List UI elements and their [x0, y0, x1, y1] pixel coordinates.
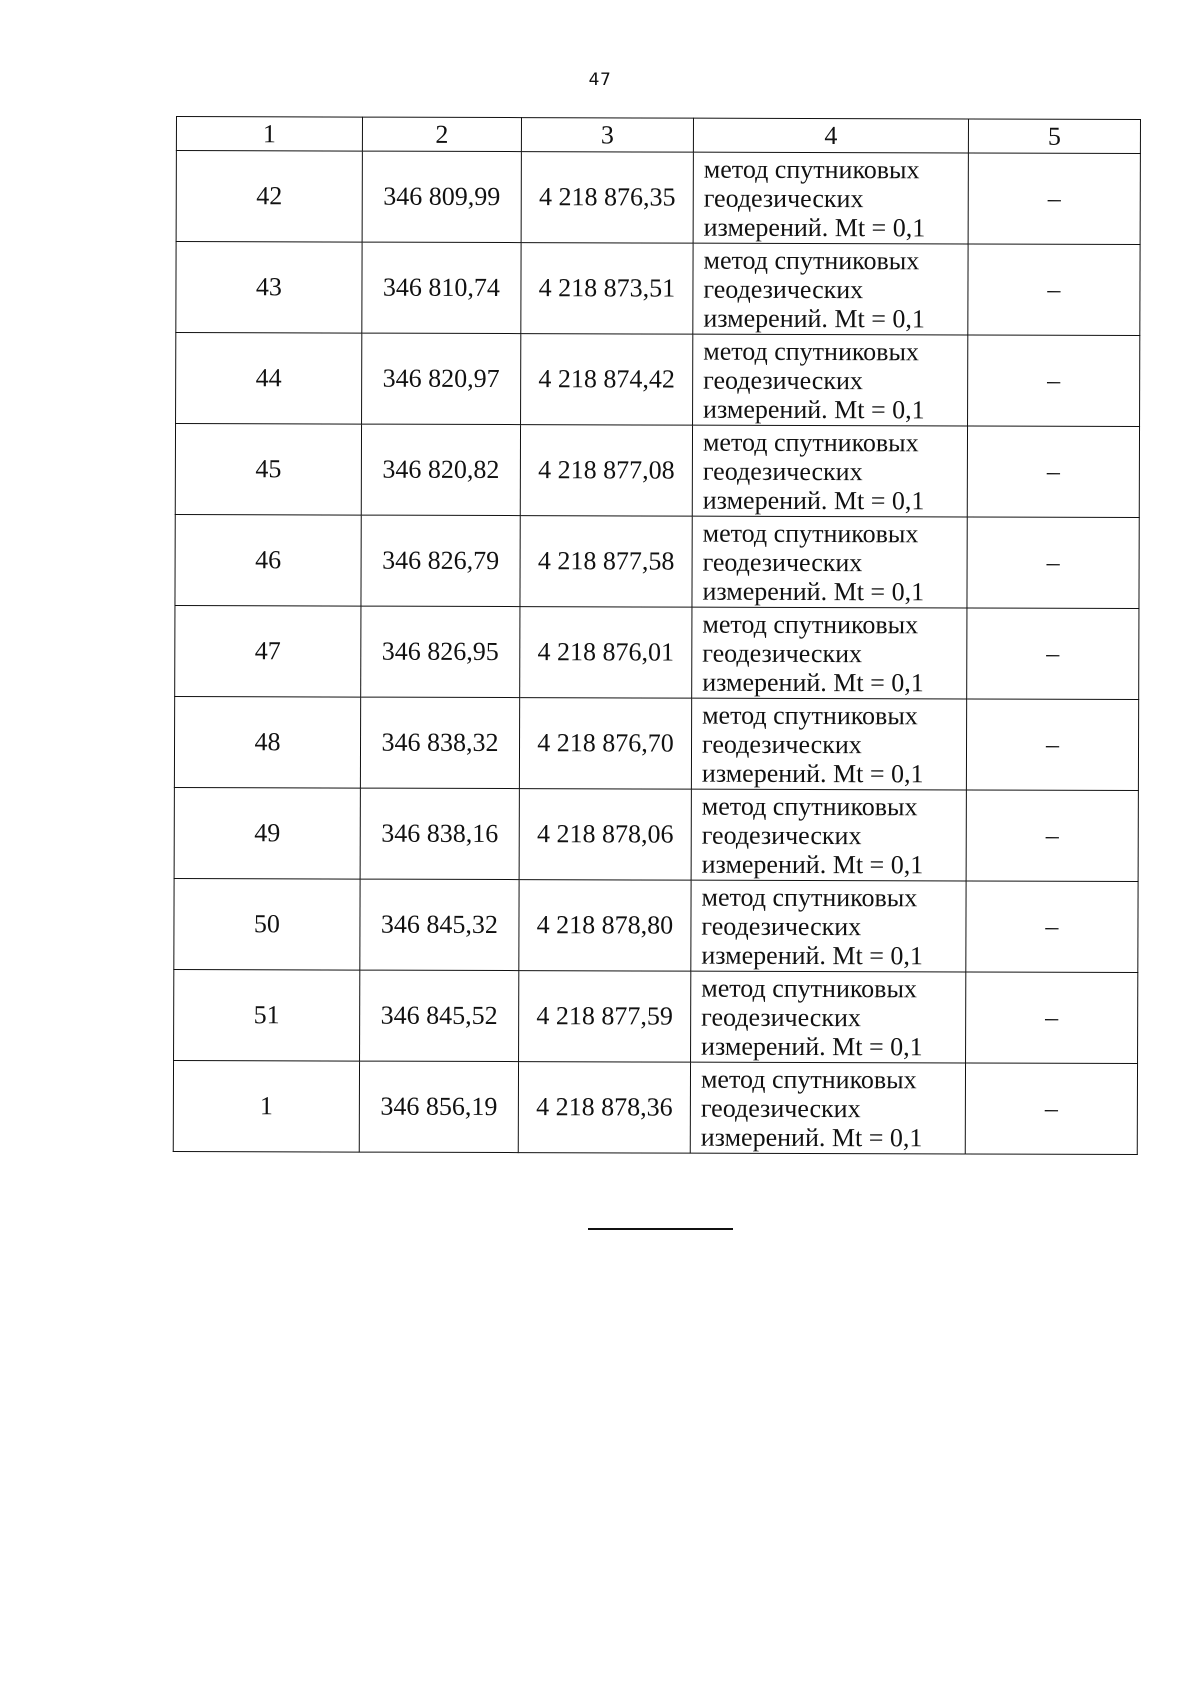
- x-coordinate-cell: 346 838,16: [360, 788, 519, 879]
- method-line: измерений. Mt = 0,1: [700, 1122, 923, 1152]
- end-of-document-rule: [588, 1228, 733, 1230]
- x-coordinate-cell: 346 820,82: [361, 424, 520, 515]
- table-row: [173, 1060, 1137, 1154]
- point-number-cell: 49: [174, 787, 360, 879]
- point-number-cell: 1: [173, 1060, 359, 1152]
- method-cell: [692, 516, 967, 608]
- x-coordinate-cell: 346 810,74: [362, 242, 521, 333]
- method-line: измерений. Mt = 0,1: [702, 667, 924, 697]
- method-line: геодезических: [703, 365, 863, 395]
- point-number-cell: 46: [175, 514, 361, 606]
- method-cell: [693, 152, 968, 244]
- method-line: геодезических: [701, 911, 862, 941]
- note-cell: –: [966, 699, 1138, 791]
- table-row: [175, 514, 1139, 608]
- method-cell: [693, 334, 968, 426]
- note-cell: –: [968, 153, 1140, 245]
- y-coordinate-cell: 4 218 874,42: [521, 334, 693, 426]
- y-coordinate-cell: 4 218 878,06: [519, 789, 691, 881]
- method-line: метод спутниковых: [702, 609, 919, 639]
- method-line: метод спутниковых: [702, 518, 919, 548]
- method-cell: [692, 607, 967, 699]
- column-header: 3: [521, 118, 693, 153]
- y-coordinate-cell: 4 218 873,51: [521, 243, 693, 335]
- note-cell: –: [966, 790, 1138, 882]
- method-line: метод спутниковых: [703, 154, 920, 184]
- method-line: измерений. Mt = 0,1: [703, 303, 926, 333]
- method-cell: [691, 698, 966, 790]
- method-line: измерений. Mt = 0,1: [703, 394, 925, 424]
- method-line: метод спутниковых: [701, 882, 918, 912]
- method-line: измерений. Mt = 0,1: [701, 1031, 923, 1061]
- y-coordinate-cell: 4 218 876,35: [521, 152, 693, 244]
- method-cell: [691, 971, 966, 1063]
- method-line: геодезических: [703, 274, 864, 304]
- table-row: [174, 696, 1138, 790]
- method-cell: [690, 1062, 965, 1154]
- method-cell: [692, 425, 967, 517]
- method-line: метод спутниковых: [702, 700, 918, 730]
- point-number-cell: 43: [176, 242, 362, 334]
- method-line: измерений. Mt = 0,1: [701, 940, 924, 970]
- method-line: измерений. Mt = 0,1: [702, 576, 925, 606]
- table-row: [174, 969, 1138, 1063]
- table-row: [176, 151, 1140, 245]
- method-line: геодезических: [700, 1093, 861, 1123]
- x-coordinate-cell: 346 845,52: [360, 970, 519, 1061]
- point-number-cell: 48: [174, 696, 360, 788]
- y-coordinate-cell: 4 218 877,59: [519, 971, 691, 1063]
- method-line: измерений. Mt = 0,1: [701, 849, 924, 879]
- x-coordinate-cell: 346 856,19: [359, 1061, 518, 1152]
- table-row: [176, 242, 1140, 336]
- note-cell: –: [965, 1063, 1137, 1155]
- y-coordinate-cell: 4 218 877,08: [520, 425, 692, 517]
- x-coordinate-cell: 346 838,32: [360, 697, 519, 788]
- x-coordinate-cell: 346 820,97: [362, 333, 521, 424]
- method-cell: [693, 243, 968, 335]
- point-number-cell: 47: [175, 605, 361, 697]
- point-number-cell: 42: [176, 151, 362, 243]
- note-cell: –: [968, 244, 1140, 336]
- column-header: 5: [968, 119, 1140, 154]
- point-number-cell: 44: [176, 333, 362, 425]
- y-coordinate-cell: 4 218 878,80: [519, 880, 691, 972]
- method-line: метод спутниковых: [701, 973, 918, 1003]
- table-header-row: [176, 117, 1140, 154]
- x-coordinate-cell: 346 826,79: [361, 515, 520, 606]
- note-cell: –: [966, 881, 1138, 973]
- method-cell: [691, 789, 966, 881]
- note-cell: –: [966, 972, 1138, 1064]
- point-number-cell: 45: [175, 424, 361, 516]
- method-line: геодезических: [702, 456, 863, 486]
- method-line: метод спутниковых: [700, 1064, 917, 1094]
- note-cell: –: [967, 517, 1139, 609]
- note-cell: –: [968, 335, 1140, 427]
- method-line: метод спутниковых: [703, 245, 920, 275]
- y-coordinate-cell: 4 218 876,70: [519, 698, 691, 790]
- method-cell: [691, 880, 966, 972]
- page-number: 47: [588, 70, 612, 90]
- method-line: геодезических: [703, 183, 864, 213]
- column-header: 1: [176, 117, 362, 152]
- y-coordinate-cell: 4 218 876,01: [520, 607, 692, 699]
- method-line: геодезических: [702, 547, 863, 577]
- table-row: [174, 787, 1138, 881]
- method-line: геодезических: [701, 820, 862, 850]
- table-row: [176, 333, 1140, 427]
- method-line: измерений. Mt = 0,1: [703, 212, 926, 242]
- method-line: геодезических: [701, 1002, 861, 1032]
- point-number-cell: 51: [174, 969, 360, 1061]
- x-coordinate-cell: 346 809,99: [362, 151, 521, 242]
- method-line: метод спутниковых: [702, 427, 919, 457]
- table-row: [175, 605, 1139, 699]
- method-line: измерений. Mt = 0,1: [702, 485, 925, 515]
- method-line: метод спутниковых: [703, 336, 920, 366]
- note-cell: –: [967, 608, 1139, 700]
- method-line: геодезических: [701, 729, 862, 759]
- note-cell: –: [967, 426, 1139, 518]
- method-line: метод спутниковых: [701, 791, 918, 821]
- column-header: 2: [362, 117, 521, 151]
- y-coordinate-cell: 4 218 877,58: [520, 516, 692, 608]
- column-header: 4: [693, 118, 968, 153]
- coordinates-table: [173, 116, 1141, 1155]
- table-row: [174, 878, 1138, 972]
- table-row: [175, 424, 1139, 518]
- x-coordinate-cell: 346 845,32: [360, 879, 519, 970]
- method-line: геодезических: [702, 638, 863, 668]
- y-coordinate-cell: 4 218 878,36: [518, 1062, 690, 1154]
- x-coordinate-cell: 346 826,95: [361, 606, 520, 697]
- method-line: измерений. Mt = 0,1: [701, 758, 924, 788]
- point-number-cell: 50: [174, 878, 360, 970]
